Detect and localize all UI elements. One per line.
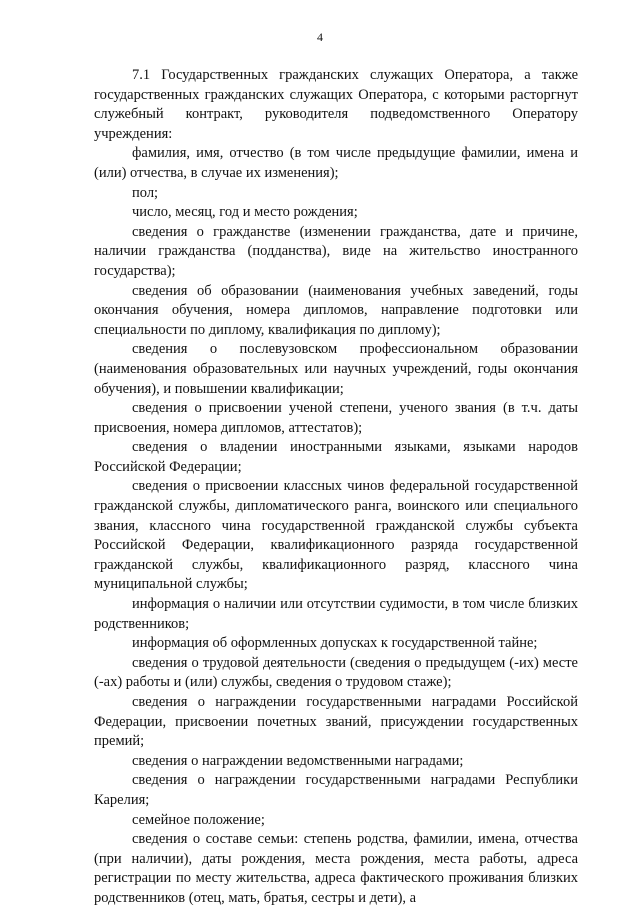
document-body <box>94 66 578 909</box>
paragraph-work-history: сведения о трудовой деятельности (сведения о предыдущем (-их) месте (-ах) работы и (или) службы, сведения о трудовом стаже); <box>94 654 578 691</box>
page-number: 4 <box>317 30 323 44</box>
paragraph-postgraduate-education: сведения о послевузовском профессиональном образовании (наименования образовательных или научных учреждений, годы окончания обучения), и повышении квалификации; <box>94 341 578 397</box>
paragraph-full-name: фамилия, имя, отчество (в том числе предыдущие фамилии, имена и (или) отчества, в случае их изменения); <box>94 145 578 181</box>
paragraph-section-7-1-heading: 7.1 Государственных гражданских служащих Оператора, а также государственных гражданских служащих Оператора, с которыми расторгнут служебный контракт, руководителя подведомственного Оператору учреждения: <box>94 67 578 142</box>
paragraph-birth-date-place: число, месяц, год и место рождения; <box>132 204 358 221</box>
paragraph-class-ranks: сведения о присвоении классных чинов федеральной государственной гражданской службы, дипломатического ранга, воинского или специального звания, классного чина государственной гражданской службы субъекта Российской Федерации, квалификационного разряда государственной гражданской службы, квалификационного разряд, классного чина муниципальной службы; <box>94 478 578 593</box>
paragraph-citizenship: сведения о гражданстве (изменении гражданства, дате и причине, наличии гражданства (подданства), виде на жительство иностранного государства); <box>94 223 578 279</box>
paragraph-sex: пол; <box>132 184 159 201</box>
paragraph-marital-status: семейное положение; <box>132 811 265 828</box>
paragraph-criminal-record: информация о наличии или отсутствии судимости, в том числе близких родственников; <box>94 596 578 632</box>
paragraph-academic-degree: сведения о присвоении ученой степени, ученого звания (в т.ч. даты присвоения, номера дипломов, аттестатов); <box>94 400 578 436</box>
paragraph-languages: сведения о владении иностранными языками, языками народов Российской Федерации; <box>94 439 578 475</box>
paragraph-state-secret-clearance: информация об оформленных допусках к государственной тайне; <box>132 635 538 652</box>
paragraph-state-awards-rf: сведения о награждении государственными наградами Российской Федерации, присвоении почетных званий, присуждении государственных премий; <box>94 694 578 750</box>
paragraph-state-awards-karelia: сведения о награждении государственными наградами Республики Карелия; <box>94 772 578 808</box>
paragraph-education: сведения об образовании (наименования учебных заведений, годы окончания обучения, номера дипломов, направление подготовки или специальности по диплому, квалификация по диплому); <box>94 282 578 338</box>
paragraph-departmental-awards: сведения о награждении ведомственными наградами; <box>132 752 464 769</box>
paragraph-family-composition: сведения о составе семьи: степень родства, фамилии, имена, отчества (при наличии), даты рождения, места рождения, места работы, адреса регистрации по месту жительства, адреса фактического проживания близких родственников (отец, мать, братья, сестры и дети), а <box>94 831 578 906</box>
